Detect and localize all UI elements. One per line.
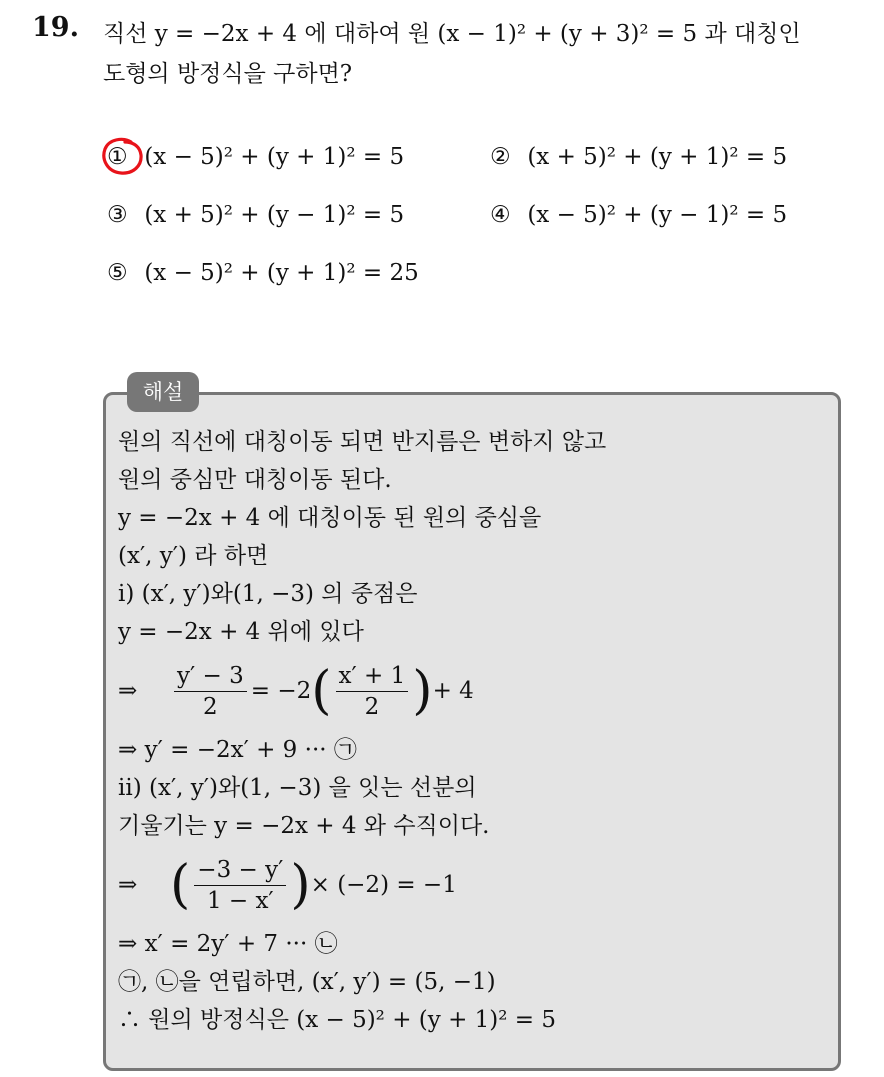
fraction-2 [336, 661, 409, 722]
option-5-text: (x − 5)² + (y + 1)² = 25 [144, 260, 419, 286]
option-1[interactable] [107, 140, 404, 174]
option-3[interactable] [107, 198, 404, 232]
solution-line-13: ㉠, ㉡을 연립하면, (x′, y′) = (5, −1) [118, 969, 496, 995]
fraction-2-numerator: x′ + 1 [336, 661, 409, 692]
option-2-number: ② [490, 144, 511, 170]
equation-middle: = −2 [250, 678, 312, 704]
left-paren: ( [170, 855, 191, 915]
solution-line-9: ii) (x′, y′)와(1, −3) 을 잇는 선분의 [118, 775, 477, 801]
implies-arrow: ⇒ [118, 872, 138, 898]
solution-body [118, 423, 830, 1039]
option-5-number: ⑤ [107, 260, 128, 286]
solution-line-4: (x′, y′) 라 하면 [118, 543, 269, 569]
solution-line-3: y = −2x + 4 에 대칭이동 된 원의 중심을 [118, 505, 542, 531]
solution-tag: 해설 [127, 372, 199, 412]
fraction-1 [174, 661, 247, 722]
fraction-1-denominator: 2 [203, 693, 218, 720]
option-3-text: (x + 5)² + (y − 1)² = 5 [144, 202, 405, 228]
fraction-3 [194, 855, 286, 916]
fraction-3-numerator: −3 − y′ [194, 855, 286, 886]
solution-line-12: ⇒ x′ = 2y′ + 7 ··· ㉡ [118, 931, 338, 957]
option-4-number: ④ [490, 202, 511, 228]
option-4[interactable] [490, 198, 787, 232]
option-2-text: (x + 5)² + (y + 1)² = 5 [527, 144, 788, 170]
option-2[interactable] [490, 140, 787, 174]
solution-line-8: ⇒ y′ = −2x′ + 9 ··· ㉠ [118, 737, 357, 763]
fraction-2-denominator: 2 [364, 693, 380, 720]
question-text [103, 14, 873, 94]
solution-line-14: ∴ 원의 방정식은 (x − 5)² + (y + 1)² = 5 [118, 1007, 557, 1033]
option-4-text: (x − 5)² + (y − 1)² = 5 [527, 202, 788, 228]
solution-line-2: 원의 중심만 대칭이동 된다. [118, 467, 392, 493]
solution-line-10: 기울기는 y = −2x + 4 와 수직이다. [118, 813, 490, 839]
option-3-number: ③ [107, 202, 128, 228]
equation-tail: × (−2) = −1 [310, 872, 457, 898]
right-paren: ) [412, 661, 433, 721]
answer-circle-mark-icon [101, 136, 145, 178]
fraction-3-denominator: 1 − x′ [206, 887, 274, 914]
question-number: 19. [32, 12, 79, 43]
solution-line-5: i) (x′, y′)와(1, −3) 의 중점은 [118, 581, 418, 607]
question-line-2: 도형의 방정식을 구하면? [103, 61, 353, 87]
left-paren: ( [311, 661, 332, 721]
right-paren: ) [290, 855, 311, 915]
equation-tail: + 4 [432, 678, 474, 704]
solution-line-7-midpoint-equation [118, 651, 830, 731]
fraction-1-numerator: y′ − 3 [174, 661, 247, 692]
solution-line-1: 원의 직선에 대칭이동 되면 반지름은 변하지 않고 [118, 429, 607, 455]
question-line-1: 직선 y = −2x + 4 에 대하여 원 (x − 1)² + (y + 3)² = 5 과 대칭인 [103, 21, 801, 47]
solution-line-6: y = −2x + 4 위에 있다 [118, 619, 364, 645]
option-1-text: (x − 5)² + (y + 1)² = 5 [144, 144, 405, 170]
option-1-number: ① [107, 144, 128, 170]
solution-line-11-slope-equation [118, 845, 830, 925]
option-5[interactable] [107, 256, 419, 290]
implies-arrow: ⇒ [118, 678, 138, 704]
